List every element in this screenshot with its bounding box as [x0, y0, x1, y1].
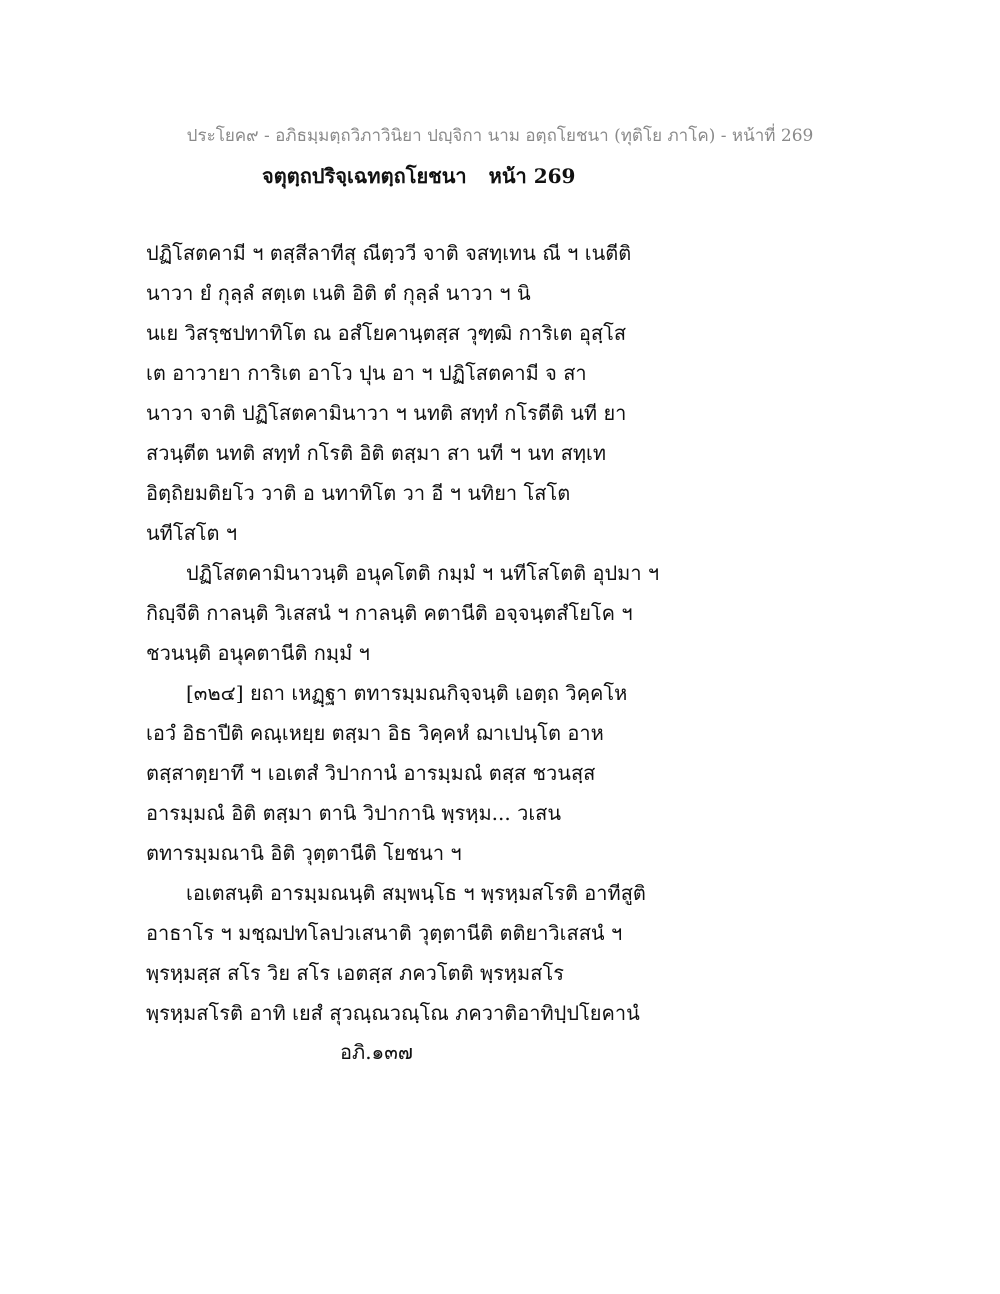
text-line: พฺรหฺมสโรติ อาทิ เยสํ สุวณฺณวณฺโณ ภควาติอาทิปฺปโยคานํ	[146, 1001, 640, 1025]
text-line: นาวา จาติ ปฏิโสตคามินาวา ฯ นทติ สทฺทํ กโรตีติ นที ยา	[146, 401, 627, 425]
text-line: กิญฺจีติ กาลนฺติ วิเสสนํ ฯ กาลนฺติ คตานีติ อจฺจนฺตสํโยโค ฯ	[146, 601, 633, 625]
text-line: ปฏิโสตคามี ฯ ตสฺสีลาทีสุ ณีตฺววี จาติ จสทฺเทน ณี ฯ เนตีติ	[146, 241, 632, 265]
text-line: ตทารมฺมณานิ อิติ วุตฺตานีติ โยชนา ฯ	[146, 841, 462, 865]
chapter-name: จตุตฺถปริจฺเฉทตฺถโยชนา	[262, 164, 467, 188]
text-line: อิตฺถิยมติยโว วาติ อ นทาทิโต วา อี ฯ นทิยา โสโต	[146, 481, 571, 505]
text-line: ตสฺสาตฺยาทึ ฯ เอเตสํ วิปากานํ อารมฺมณํ ตสฺส ชวนสฺส	[146, 761, 596, 785]
text-line: ชวนนฺติ อนุคตานีติ กมฺมํ ฯ	[146, 641, 370, 665]
text-line-indented: [๓๒๔] ยถา เหฏฺฐา ตทารมฺมณกิจฺจนฺติ เอตฺถ วิคฺคโห	[186, 681, 628, 705]
text-line: นาวา ยํ กุลฺลํ สตฺเต เนติ อิติ ตํ กุลฺลํ นาวา ฯ นิ	[146, 281, 531, 305]
page-header: ประโยค๙ - อภิธมฺมตฺถวิภาวินิยา ปญฺจิกา นาม อตฺถโยชนา (ทุติโย ภาโค) - หน้าที่ 269	[186, 126, 814, 146]
text-line-indented: ปฏิโสตคามินาวนฺติ อนุคโตติ กมฺมํ ฯ นทีโสโตติ อุปมา ฯ	[186, 561, 660, 585]
text-line: นทีโสโต ฯ	[146, 521, 238, 545]
text-line: อารมฺมณํ อิติ ตสฺมา ตานิ วิปากานิ พฺรหฺม... วเสน	[146, 801, 562, 825]
text-line: เต อาวายา การิเต อาโว ปุน อา ฯ ปฏิโสตคามี จ สา	[146, 361, 587, 385]
text-line: พฺรหฺมสฺส สโร วิย สโร เอตสฺส ภควโตติ พฺรหฺมสโร	[146, 961, 564, 985]
text-line: อาธาโร ฯ มชฺฌปทโลปวเสนาติ วุตฺตานีติ ตติยาวิเสสนํ ฯ	[146, 921, 623, 945]
chapter-title	[262, 160, 575, 192]
text-line: เอวํ อิธาปีติ คณฺเหยฺย ตสฺมา อิธ วิคฺคหํ ฌาเปนฺโต อาห	[146, 721, 604, 745]
body-text	[146, 233, 866, 1033]
text-line: สวนฺตีต นทติ สทฺทํ กโรติ อิติ ตสฺมา สา นที ฯ นท สทฺเท	[146, 441, 607, 465]
text-line: นเย วิสรฺชปทาทิโต ณ อสํโยคานฺตสฺส วุฑฺฒิ การิเต อุสฺโส	[146, 321, 627, 345]
chapter-page-number: หน้า 269	[488, 164, 576, 188]
page-footer: อภิ.๑๓๗	[340, 1040, 413, 1064]
text-line-indented: เอเตสนฺติ อารมฺมณนฺติ สมฺพนฺโธ ฯ พฺรหฺมสโรติ อาทีสูติ	[186, 881, 646, 905]
